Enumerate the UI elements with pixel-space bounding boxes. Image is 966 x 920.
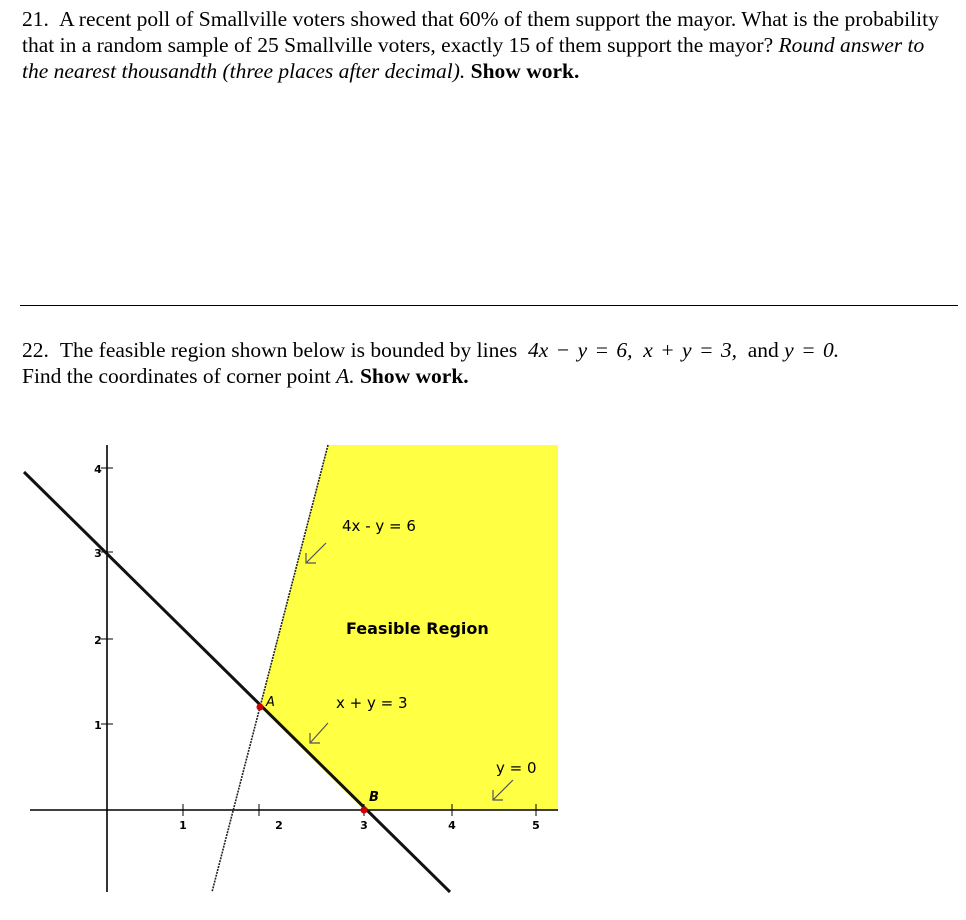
region-label: Feasible Region <box>346 619 489 638</box>
feasible-region-graph <box>22 440 562 895</box>
line-2-label: x + y = 3 <box>336 694 408 712</box>
point-a-label: A <box>266 695 275 710</box>
equation-1: 4x − y = 6, <box>528 338 633 362</box>
question-21 <box>22 6 952 84</box>
question-21-show-work: Show work. <box>470 59 580 83</box>
y-tick-label: 1 <box>94 719 102 732</box>
equation-3: y = 0. <box>784 338 840 362</box>
question-21-text: A recent poll of Smallville voters showed that 60% of them support the mayor. What is the probability that in a random sample of 25 Smallville voters, exactly 15 of them support the mayor? <box>22 7 939 57</box>
x-tick-label: 5 <box>532 819 540 832</box>
line-1-label: 4x - y = 6 <box>342 517 416 535</box>
y-tick-label: 4 <box>94 463 102 476</box>
question-22 <box>22 337 952 389</box>
corner-point-name: A. <box>336 364 355 388</box>
x-tick-label: 4 <box>448 819 456 832</box>
point-b-label: B <box>369 790 379 805</box>
x-tick-label: 1 <box>179 819 187 832</box>
question-21-instruction: Round answer to the nearest thousandth (three places after decimal). <box>22 33 925 83</box>
line-3-label: y = 0 <box>496 759 537 777</box>
question-22-text: The feasible region shown below is bounded by lines <box>59 338 518 362</box>
y-tick-label: 2 <box>94 634 102 647</box>
question-22-show-work: Show work. <box>359 364 469 388</box>
question-21-number: 21. <box>22 7 49 31</box>
corner-point-a-marker <box>257 704 264 711</box>
equation-2: x + y = 3, <box>643 338 737 362</box>
question-22-number: 22. <box>22 338 49 362</box>
y-tick-label: 3 <box>94 547 102 560</box>
question-22-find-text: Find the coordinates of corner point <box>22 364 331 388</box>
equation-conjunction: and <box>747 338 779 362</box>
x-tick-label: 2 <box>275 819 283 832</box>
corner-point-b-marker <box>361 807 368 814</box>
x-tick-label: 3 <box>360 819 368 832</box>
section-divider <box>20 305 958 306</box>
